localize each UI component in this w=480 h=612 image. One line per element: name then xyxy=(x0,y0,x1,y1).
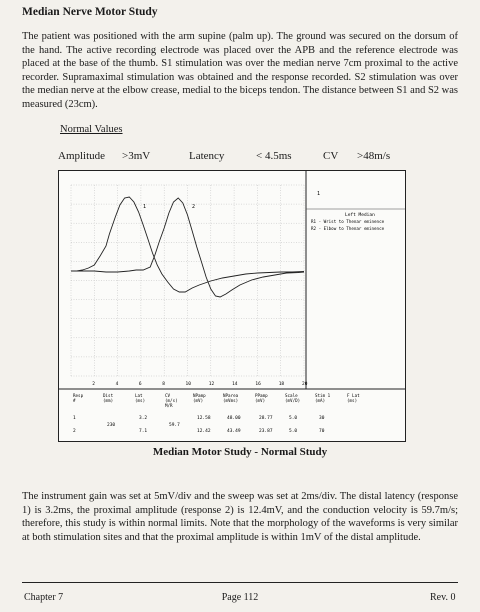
table-header: Resp xyxy=(73,393,84,398)
page-title: Median Nerve Motor Study xyxy=(22,6,158,18)
table-header: (mA) xyxy=(315,398,326,403)
amplitude-value: >3mV xyxy=(122,150,151,162)
latency-value: < 4.5ms xyxy=(256,150,292,162)
table-cell: 28.77 xyxy=(259,416,273,421)
table-cell: 230 xyxy=(107,423,116,428)
intro-paragraph: The patient was positioned with the arm supine (palm up). The ground was secured on the dorsum of the hand. The active recording electrode was placed over the APB and the reference electrode was placed at the base of the thumb. S1 stimulation was over the median nerve 7cm proximal to the active recorder. Supramaximal stimulation was obtained and the response recorded. S2 stimulation was over the median nerve at the elbow crease, medial to the biceps tendon. The distance between S1 and S2 was measured (23cm). xyxy=(22,31,458,110)
table-header: (ms) xyxy=(347,398,358,403)
table-cell: 5.0 xyxy=(289,429,298,434)
table-cell: 5.0 xyxy=(289,416,298,421)
table-cell: 59.7 xyxy=(169,423,180,428)
table-cell: 12.58 xyxy=(197,416,211,421)
x-tick-label: 16 xyxy=(255,382,261,387)
table-header: Stim 1 xyxy=(315,393,331,398)
footer-revision: Rev. 0 xyxy=(430,592,456,603)
table-header: (ms) xyxy=(135,398,146,403)
table-header: (mm) xyxy=(103,398,114,403)
table-header: (mVms) xyxy=(223,398,239,403)
x-tick-label: 12 xyxy=(208,382,215,387)
amplitude-label: Amplitude xyxy=(58,150,106,162)
table-header: # xyxy=(73,398,76,403)
emg-printout-figure xyxy=(59,171,405,441)
table-header: PPamp xyxy=(255,393,268,398)
footer-rule xyxy=(22,582,458,583)
table-header: CV xyxy=(165,393,171,398)
table-header: F Lat xyxy=(347,393,360,398)
table-cell: 1 xyxy=(73,416,76,421)
legend-line-r1: R1 - Wrist to Thenar eminence xyxy=(311,219,385,224)
legend-title: Left Median xyxy=(345,213,375,218)
emg-printout xyxy=(58,170,406,442)
table-header: Scale xyxy=(285,393,298,398)
table-header: Dist xyxy=(103,393,114,398)
table-header: NParea xyxy=(223,393,239,398)
marker-1-label: 1 xyxy=(143,204,147,210)
waveform-grid xyxy=(71,185,304,376)
marker-2-label: 2 xyxy=(192,204,196,210)
results-table xyxy=(73,393,360,434)
x-tick-label: 18 xyxy=(278,382,285,387)
footer-chapter: Chapter 7 xyxy=(24,592,64,603)
table-header: (m/s) xyxy=(165,398,178,403)
table-cell: 43.49 xyxy=(227,429,241,434)
table-header: (mV/D) xyxy=(285,398,301,403)
table-header: Lat xyxy=(135,393,143,398)
x-tick-label: 8 xyxy=(162,382,165,387)
table-header: (mV) xyxy=(255,398,266,403)
x-tick-label: 4 xyxy=(115,382,119,387)
x-tick-label: 14 xyxy=(232,382,238,387)
table-cell: 7.1 xyxy=(139,429,148,434)
table-cell: 48.00 xyxy=(227,416,241,421)
table-cell: 30 xyxy=(319,416,325,421)
figure-caption: Median Motor Study - Normal Study xyxy=(152,446,328,458)
x-tick-label: 6 xyxy=(138,382,142,387)
footer-page: Page 112 xyxy=(221,592,259,603)
table-cell: 3.2 xyxy=(139,416,148,421)
latency-label: Latency xyxy=(189,150,225,162)
normal-values-heading: Normal Values xyxy=(60,124,123,135)
x-tick-label: 10 xyxy=(185,382,191,387)
table-cell: 2 xyxy=(73,429,76,434)
table-cell: 70 xyxy=(319,429,325,434)
cv-value: >48m/s xyxy=(357,150,391,162)
x-tick-label: 2 xyxy=(92,382,96,387)
table-cell: 12.42 xyxy=(197,429,211,434)
x-tick-labels xyxy=(92,381,307,387)
table-header: NPamp xyxy=(193,393,206,398)
side-index-label: 1 xyxy=(317,191,321,197)
table-header: M/R xyxy=(165,403,173,408)
cv-label: CV xyxy=(323,150,339,162)
table-header: (mV) xyxy=(193,398,204,403)
table-cell: 23.87 xyxy=(259,429,273,434)
legend-line-r2: R2 - Elbow to Thenar eminence xyxy=(311,226,385,231)
x-tick-label: 20 xyxy=(302,382,308,387)
summary-paragraph: The instrument gain was set at 5mV/div and the sweep was set at 2ms/div. The distal latency (response 1) is 3.2ms, the proximal amplitude (response 2) is 12.4mV, and the conduction velocity is 59.7m/s; therefore, this study is within normal limits. Note that the morphology of the waveforms is very similar at both stimulation sites and that the proximal amplitude is within 1mV of the distal amplitude. xyxy=(22,491,458,543)
